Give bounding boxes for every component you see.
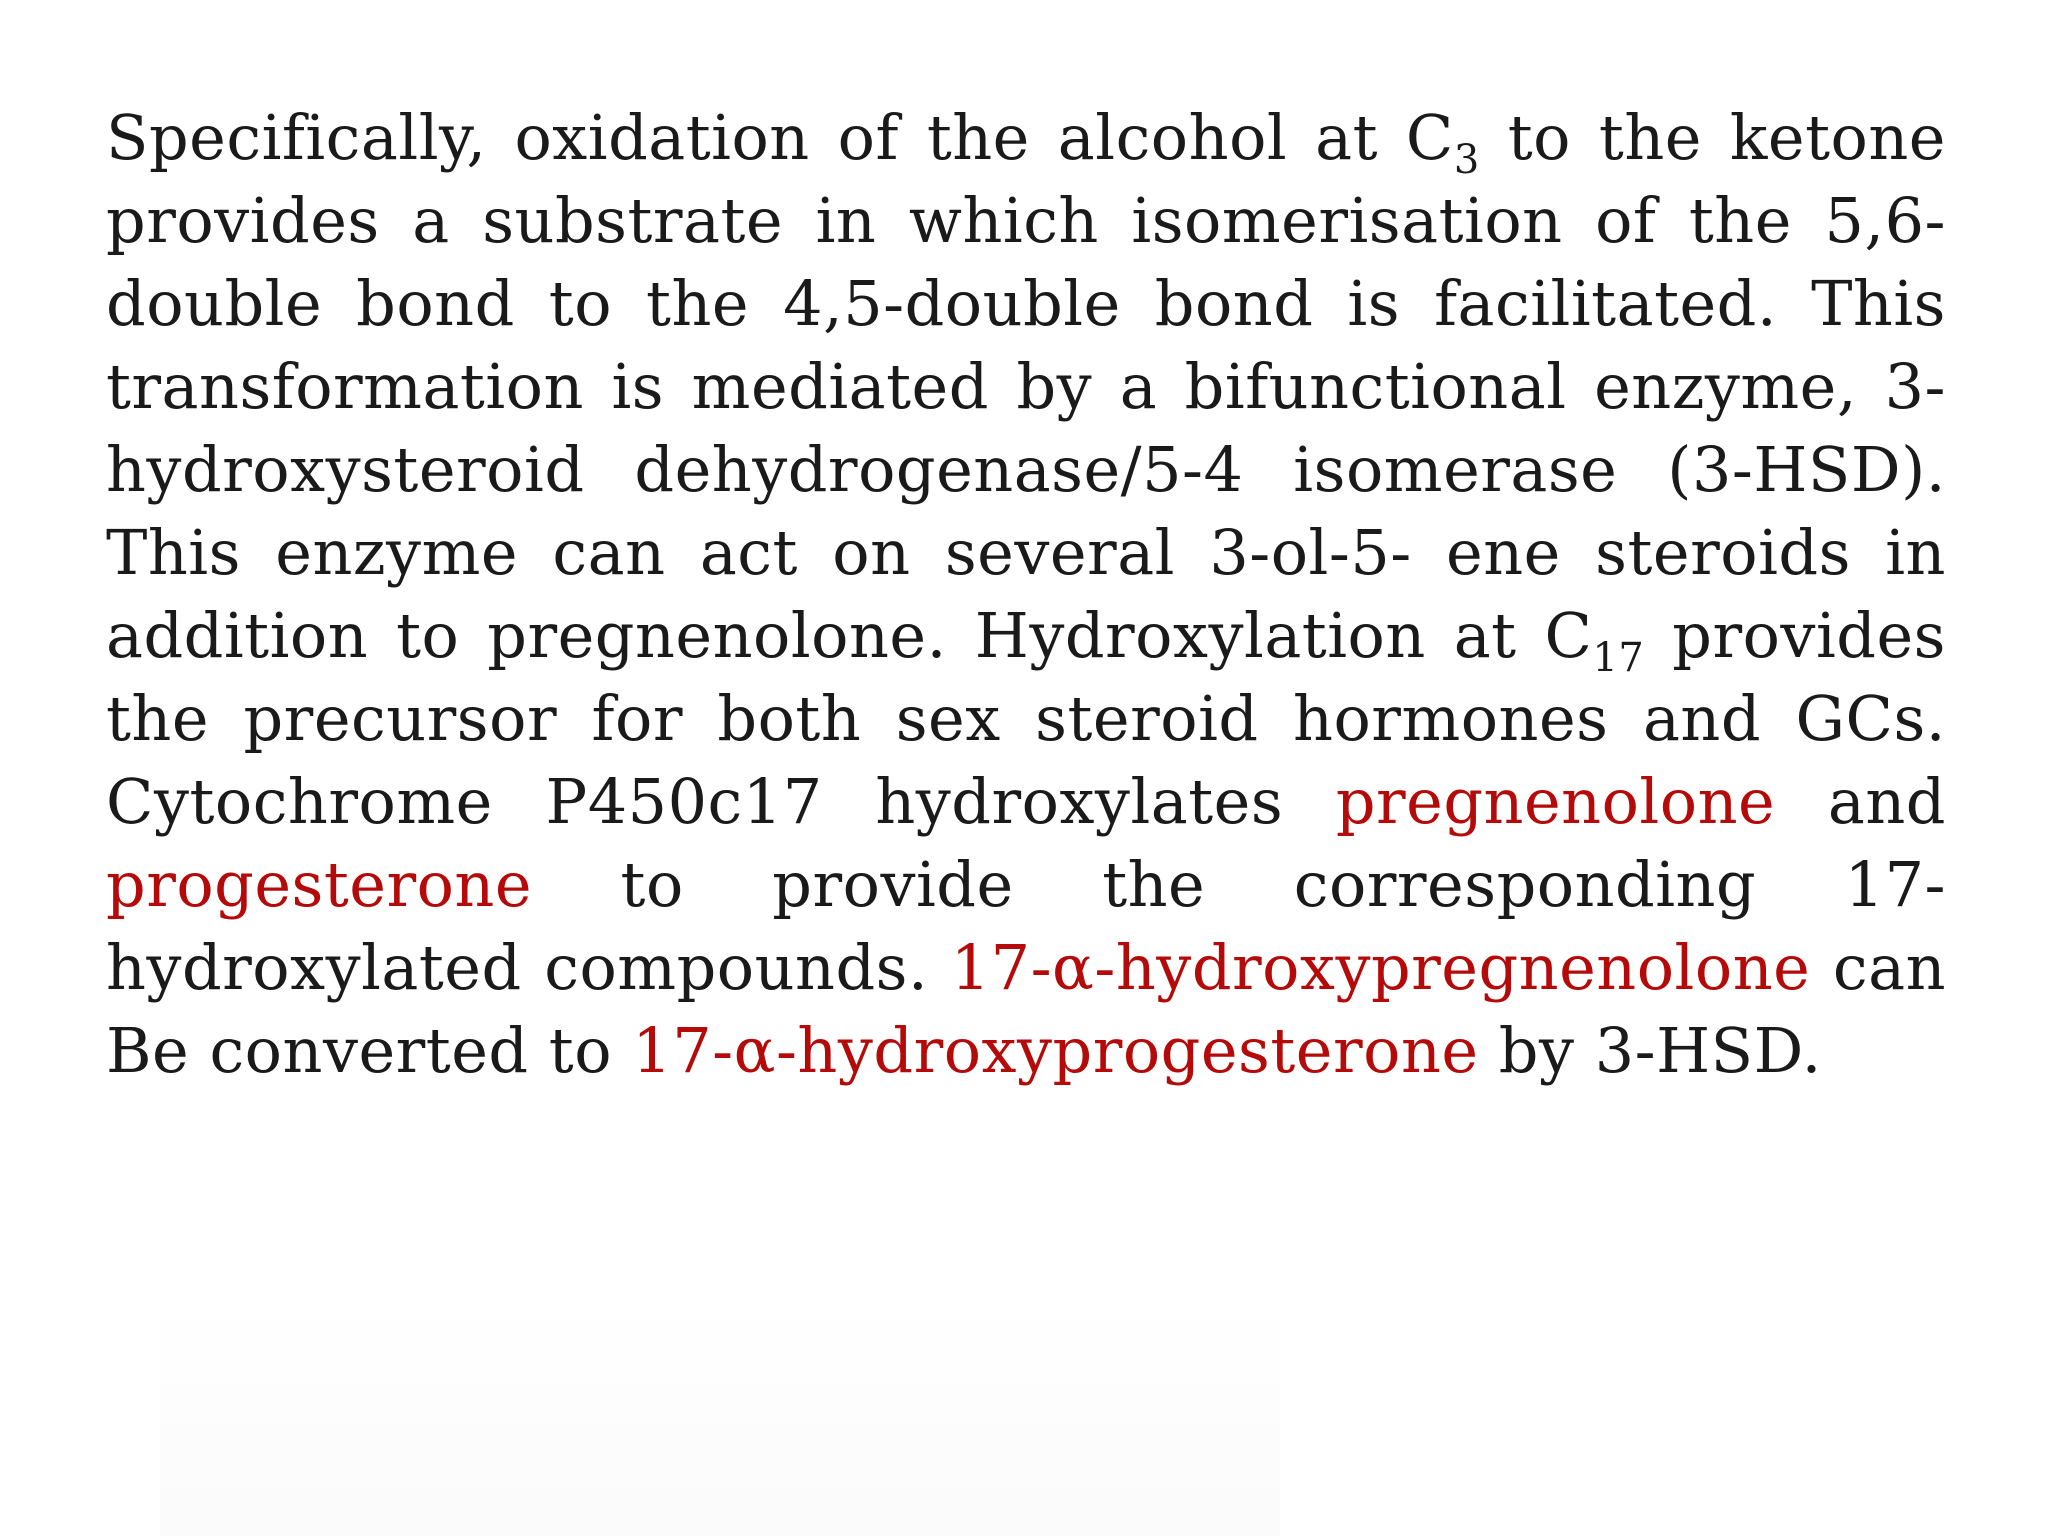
subscript: 3 xyxy=(1453,137,1480,183)
body-paragraph xyxy=(106,96,1946,1092)
text-run: provides the precursor for both sex steroid hormones and GCs. Cytochrome P450c17 hydroxylates xyxy=(106,599,1946,838)
subscript: 17 xyxy=(1592,635,1645,681)
text-run: and xyxy=(1775,765,1946,838)
text-run: to the ketone provides a substrate in which isomerisation of the 5,6-double bond to the 4,5-double bond is facilitated. This transformation is mediated by a bifunctional enzyme, 3-hydroxysteroid dehydrogenase/5-4 isomerase (3-HSD). This enzyme can act on several 3-ol-5- ene steroids in addition to pregnenolone. Hydroxylation at C xyxy=(106,101,1946,672)
text-run: can Be converted to xyxy=(106,931,1946,1087)
text-run: to provide the corresponding 17-hydroxylated compounds. xyxy=(106,848,1946,1004)
highlighted-term: 17-α-hydroxypregnenolone xyxy=(950,931,1811,1004)
highlighted-term: 17-α-hydroxyprogesterone xyxy=(632,1014,1479,1087)
highlighted-term: pregnenolone xyxy=(1335,765,1776,838)
text-run: Specifically, oxidation of the alcohol at C xyxy=(106,101,1454,174)
highlighted-term: progesterone xyxy=(106,848,533,921)
text-run: by 3-HSD. xyxy=(1478,1014,1822,1087)
